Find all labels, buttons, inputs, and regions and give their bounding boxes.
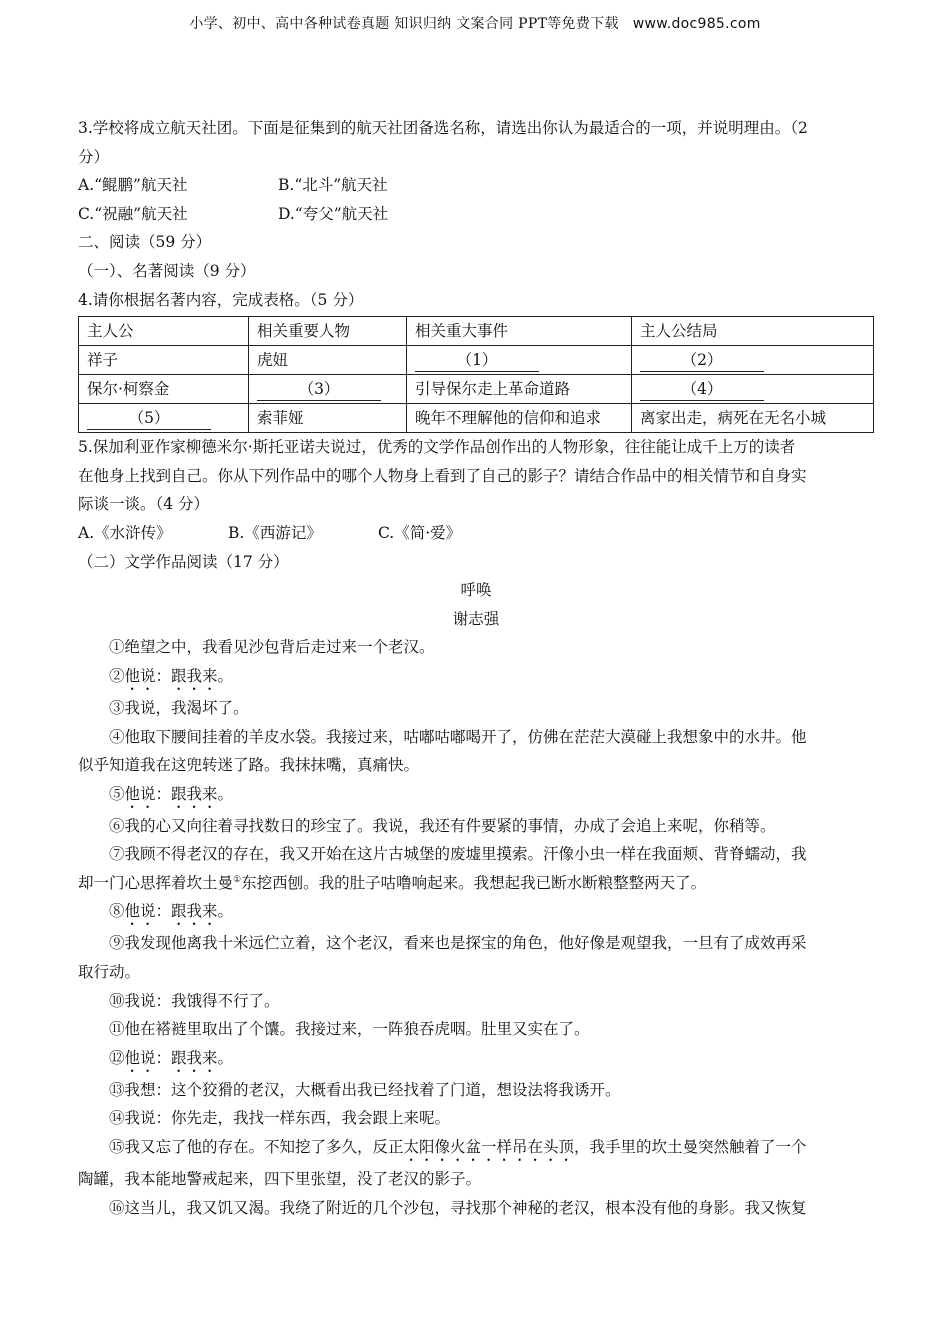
table-header-cell: 相关重要人物 <box>249 317 407 346</box>
table-cell: 离家出走，病死在无名小城 <box>632 404 874 433</box>
q5-options <box>78 519 874 548</box>
paragraph-2 <box>78 662 874 694</box>
paragraph-10: ⑩我说：我饿得不行了。 <box>109 991 280 1010</box>
article-author: 谢志强 <box>452 609 500 628</box>
paragraph-9-line2: 取行动。 <box>78 963 141 982</box>
paragraph-4-line1: ④他取下腰间挂着的羊皮水袋。我接过来，咕嘟咕嘟喝开了，仿佛在茫茫大漠碰上我想象中的水井。他 <box>109 727 807 746</box>
q5-option-c: C.《简·爱》 <box>378 523 462 542</box>
paragraph-9-line1: ⑨我发现他离我十米远伫立着，这个老汉，看来也是探宝的角色，他好像是观望我，一旦有了成效再采 <box>109 934 807 953</box>
header-text: 小学、初中、高中各种试卷真题 知识归纳 文案合同 PPT等免费下载 <box>189 16 619 32</box>
q4-stem: 4.请你根据名著内容，完成表格。（5 分） <box>78 290 364 309</box>
table-header-row <box>79 317 874 346</box>
q3-option-b: B.“北斗”航天社 <box>278 176 388 195</box>
q3-stem-line1: 3.学校将成立航天社团。下面是征集到的航天社团备选名称，请选出你认为最适合的一项，并说明理由。（2 <box>78 119 808 137</box>
paragraph-14: ⑭我说：你先走，我找一样东西，我会跟上来呢。 <box>109 1109 451 1128</box>
table-cell: 保尔·柯察金 <box>79 375 249 404</box>
table-cell <box>632 346 874 375</box>
q5-stem-line2: 在他身上找到自己。你从下列作品中的哪个人物身上看到了自己的影子？请结合作品中的相关情节和自身实 <box>78 466 807 485</box>
paragraph-text: 却一门心思挥着坎土曼 <box>78 873 234 892</box>
paragraph-number: ⑫ <box>109 1048 125 1067</box>
footnote-marker: ① <box>233 874 242 885</box>
answer-blank-3[interactable]: （3） <box>257 379 381 401</box>
article-title: 呼唤 <box>460 581 492 600</box>
table-cell <box>632 375 874 404</box>
q5-stem-line3: 际谈一谈。（4 分） <box>78 495 210 514</box>
paragraph-15-line1 <box>78 1133 874 1165</box>
q4-table <box>78 316 874 433</box>
emphasized-text: 他说：跟我来 <box>124 902 218 921</box>
table-row <box>79 404 874 433</box>
q3-option-d: D.“夸父”航天社 <box>278 204 389 223</box>
paragraph-1: ①绝望之中，我看见沙包背后走过来一个老汉。 <box>109 638 435 657</box>
q5-stem-line1: 5.保加利亚作家柳德米尔·斯托亚诺夫说过，优秀的文学作品创作出的人物形象，往往能让成千上万的读者 <box>78 438 796 457</box>
paragraph-text: 东挖西刨。我的肚子咕噜响起来。我想起我已断水断粮整整两天了。 <box>241 873 707 892</box>
table-cell: 索菲娅 <box>249 404 407 433</box>
section-heading-reading: 二、阅读（59 分） <box>78 233 212 252</box>
q3-options-row2 <box>78 200 874 229</box>
answer-blank-1[interactable]: （1） <box>415 350 539 372</box>
paragraph-11: ⑪他在褡裢里取出了个馕。我接过来，一阵狼吞虎咽。肚里又实在了。 <box>109 1020 590 1039</box>
table-header-cell: 相关重大事件 <box>407 317 632 346</box>
q3-stem-line2: 分） <box>78 147 110 166</box>
table-cell <box>407 346 632 375</box>
emphasized-text: 太阳像火盆一样吊在头顶 <box>403 1138 575 1157</box>
paragraph-3: ③我说，我渴坏了。 <box>109 698 249 717</box>
paragraph-text: ⑮我又忘了他的存在。不知挖了多久，反正 <box>109 1138 404 1157</box>
punctuation: 。 <box>217 902 234 921</box>
paragraph-number: ⑤ <box>109 784 125 803</box>
paragraph-number: ⑧ <box>109 902 125 921</box>
paragraph-number: ② <box>109 666 125 685</box>
paragraph-5 <box>78 780 874 812</box>
paragraph-16-line1: ⑯这当儿，我又饥又渴。我绕了附近的几个沙包，寻找那个神秘的老汉，根本没有他的身影。我又恢复 <box>109 1198 807 1217</box>
paragraph-text: ，我手里的坎土曼突然触着了一个 <box>574 1138 807 1157</box>
table-header-cell: 主人公 <box>79 317 249 346</box>
table-row <box>79 346 874 375</box>
paragraph-4-line2: 似乎知道我在这兜转迷了路。我抹抹嘴，真痛快。 <box>78 756 420 775</box>
paragraph-7-line1: ⑦我顾不得老汉的存在，我又开始在这片古城堡的废墟里摸索。汗像小虫一样在我面颊、背脊蠕动，我 <box>109 845 807 864</box>
table-cell <box>249 375 407 404</box>
q3-option-c: C.“祝融”航天社 <box>78 204 188 223</box>
emphasized-text: 他说：跟我来 <box>124 784 218 803</box>
q5-option-a: A.《水浒传》 <box>78 523 172 542</box>
table-cell: 晚年不理解他的信仰和追求 <box>407 404 632 433</box>
answer-blank-4[interactable]: （4） <box>640 379 764 401</box>
q3-options-row1 <box>78 171 874 200</box>
paragraph-15-line2: 陶罐，我本能地警戒起来，四下里张望，没了老汉的影子。 <box>78 1170 482 1189</box>
punctuation: 。 <box>217 784 234 803</box>
punctuation: 。 <box>217 666 234 685</box>
emphasized-text: 他说：跟我来 <box>124 1048 218 1067</box>
paragraph-8 <box>78 897 874 929</box>
q3-option-a: A.“鲲鹏”航天社 <box>78 176 188 195</box>
table-row <box>79 375 874 404</box>
answer-blank-5[interactable]: （5） <box>87 408 211 430</box>
paragraph-6: ⑥我的心又向往着寻找数日的珍宝了。我说，我还有件要紧的事情，办成了会追上来呢，你稍等。 <box>109 816 776 835</box>
subsection-heading-classics: （一）、名著阅读（9 分） <box>78 261 256 280</box>
page-header <box>0 13 950 33</box>
exam-content <box>78 114 874 1222</box>
emphasized-text: 他说：跟我来 <box>124 666 218 685</box>
answer-blank-2[interactable]: （2） <box>640 350 764 372</box>
table-cell: 祥子 <box>79 346 249 375</box>
table-cell: 虎妞 <box>249 346 407 375</box>
table-cell <box>79 404 249 433</box>
table-header-cell: 主人公结局 <box>632 317 874 346</box>
paragraph-12 <box>78 1044 874 1076</box>
punctuation: 。 <box>217 1048 234 1067</box>
paragraph-7-line2 <box>78 869 874 898</box>
paragraph-13: ⑬我想：这个狡猾的老汉，大概看出我已经找着了门道，想设法将我诱开。 <box>109 1080 621 1099</box>
subsection-heading-literature: （二）文学作品阅读（17 分） <box>78 552 289 571</box>
header-url[interactable]: www.doc985.com <box>632 16 761 32</box>
table-cell: 引导保尔走上革命道路 <box>407 375 632 404</box>
q5-option-b: B.《西游记》 <box>228 523 322 542</box>
